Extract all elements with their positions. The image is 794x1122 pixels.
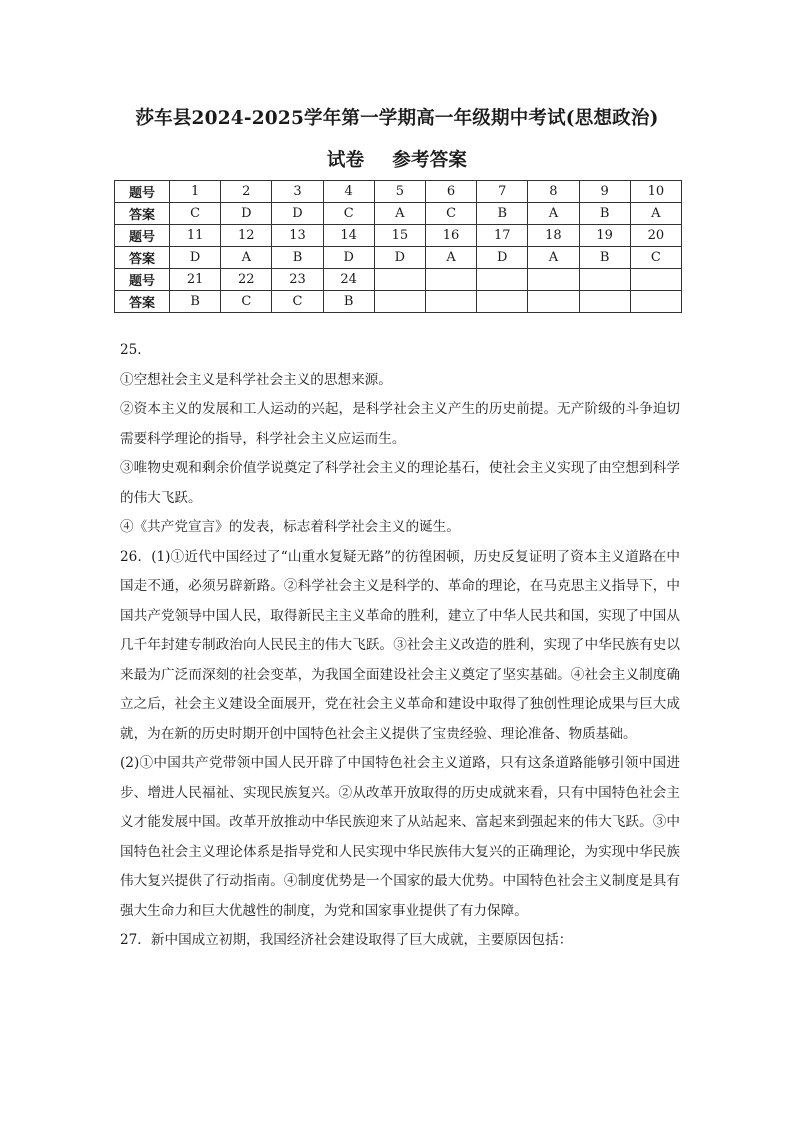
table-cell (630, 269, 681, 291)
question-number-row (115, 181, 682, 203)
table-cell: A (221, 247, 272, 269)
table-cell: 3 (272, 181, 323, 203)
table-cell: 17 (477, 225, 528, 247)
table-cell: 11 (170, 225, 221, 247)
table-cell: 23 (272, 269, 323, 291)
table-cell: A (528, 203, 579, 225)
table-cell: A (425, 247, 476, 269)
table-cell: C (170, 203, 221, 225)
table-cell: 14 (323, 225, 374, 247)
table-cell (579, 269, 630, 291)
table-cell: 19 (579, 225, 630, 247)
q25-number: 25. (120, 342, 142, 358)
row-header-cell: 题号 (115, 225, 170, 247)
table-cell: A (374, 203, 425, 225)
table-cell: D (221, 203, 272, 225)
table-cell: 20 (630, 225, 681, 247)
q25-point-1: ①空想社会主义是科学社会主义的思想来源。 (120, 371, 392, 388)
table-cell: 2 (221, 181, 272, 203)
table-cell (528, 291, 579, 313)
answer-row (115, 291, 682, 313)
table-cell: 22 (221, 269, 272, 291)
table-cell: C (221, 291, 272, 313)
row-header-cell: 答案 (115, 203, 170, 225)
table-cell: 18 (528, 225, 579, 247)
row-header-cell: 题号 (115, 269, 170, 291)
table-cell: 24 (323, 269, 374, 291)
q27-intro: 27．新中国成立初期，我国经济社会建设取得了巨大成就，主要原因包括： (120, 932, 573, 948)
table-cell: C (630, 247, 681, 269)
table-cell: D (170, 247, 221, 269)
question-25 (120, 336, 680, 956)
answer-row (115, 203, 682, 225)
table-cell: C (323, 203, 374, 225)
table-cell: 7 (477, 181, 528, 203)
table-cell: A (630, 203, 681, 225)
table-cell: 6 (425, 181, 476, 203)
table-cell (477, 269, 528, 291)
table-cell: B (323, 291, 374, 313)
table-cell: 8 (528, 181, 579, 203)
table-cell: D (323, 247, 374, 269)
table-cell (477, 291, 528, 313)
table-cell (374, 291, 425, 313)
row-header-cell: 题号 (115, 181, 170, 203)
table-cell: C (272, 291, 323, 313)
table-cell: 16 (425, 225, 476, 247)
table-cell: B (272, 247, 323, 269)
table-cell: D (477, 247, 528, 269)
q25-point-4: ④《共产党宣言》的发表，标志着科学社会主义的诞生。 (120, 519, 460, 535)
table-cell (630, 291, 681, 313)
subtitle-paper: 试卷 (326, 150, 365, 171)
table-cell (425, 291, 476, 313)
table-cell: 9 (579, 181, 630, 203)
table-cell: B (170, 291, 221, 313)
table-cell: 12 (221, 225, 272, 247)
q26-part-1: 26．(1)①近代中国经过了“山重水复疑无路”的彷徨困顿，历史反复证明了资本主义道路在中国走不通，必须另辟新路。②科学社会主义是科学的、革命的理论，在马克思主义指导下，中国共产党领导中国人民，取得新民主主义革命的胜利，建立了中华人民共和国，实现了中国从几千年封建专制政治向人民民主的伟大飞跃。③社会主义改造的胜利，实现了中华民族有史以来最为广泛而深刻的社会变革，为我国全面建设社会主义奠定了坚实基础。④社会主义制度确立之后，社会主义建设全面展开，党在社会主义革命和建设中取得了独创性理论成果与巨大成就，为在新的历史时期开创中国特色社会主义提供了宝贵经验、理论准备、物质基础。 (120, 548, 680, 742)
q26-part-2: (2)①中国共产党带领中国人民开辟了中国特色社会主义道路，只有这条道路能够引领中国进步、增进人民福祉、实现民族复兴。②从改革开放取得的历史成就来看，只有中国特色社会主义才能发展中国。改革开放推动中华民族迎来了从站起来、富起来到强起来的伟大飞跃。③中国特色社会主义理论体系是指导党和人民实现中华民族伟大复兴的正确理论，为实现中华民族伟大复兴提供了行动指南。④制度优势是一个国家的最大优势。中国特色社会主义制度是具有强大生命力和巨大优越性的制度，为党和国家事业提供了有力保障。 (120, 755, 680, 919)
answer-row (115, 247, 682, 269)
table-cell: 5 (374, 181, 425, 203)
q25-point-2: ②资本主义的发展和工人运动的兴起，是科学社会主义产生的历史前提。无产阶级的斗争迫切需要科学理论的指导，科学社会主义应运而生。 (120, 401, 680, 447)
page-title: 莎车县2024-2025学年第一学期高一年级期中考试(思想政治) (135, 108, 659, 129)
question-number-row (115, 225, 682, 247)
table-cell: B (579, 247, 630, 269)
table-cell (528, 269, 579, 291)
table-cell: B (579, 203, 630, 225)
table-cell (579, 291, 630, 313)
page-subtitle (0, 146, 794, 172)
table-cell: 10 (630, 181, 681, 203)
answer-table (114, 180, 682, 313)
question-number-row (115, 269, 682, 291)
table-cell: B (477, 203, 528, 225)
table-cell: 4 (323, 181, 374, 203)
table-cell: 1 (170, 181, 221, 203)
subtitle-answers: 参考答案 (392, 150, 468, 171)
table-cell: 13 (272, 225, 323, 247)
table-cell: C (425, 203, 476, 225)
q25-point-3: ③唯物史观和剩余价值学说奠定了科学社会主义的理论基石，使社会主义实现了由空想到科学的伟大飞跃。 (120, 460, 680, 506)
table-cell (425, 269, 476, 291)
table-cell: A (528, 247, 579, 269)
table-cell: D (374, 247, 425, 269)
table-cell: 21 (170, 269, 221, 291)
row-header-cell: 答案 (115, 247, 170, 269)
table-cell: D (272, 203, 323, 225)
row-header-cell: 答案 (115, 291, 170, 313)
table-cell (374, 269, 425, 291)
table-cell: 15 (374, 225, 425, 247)
